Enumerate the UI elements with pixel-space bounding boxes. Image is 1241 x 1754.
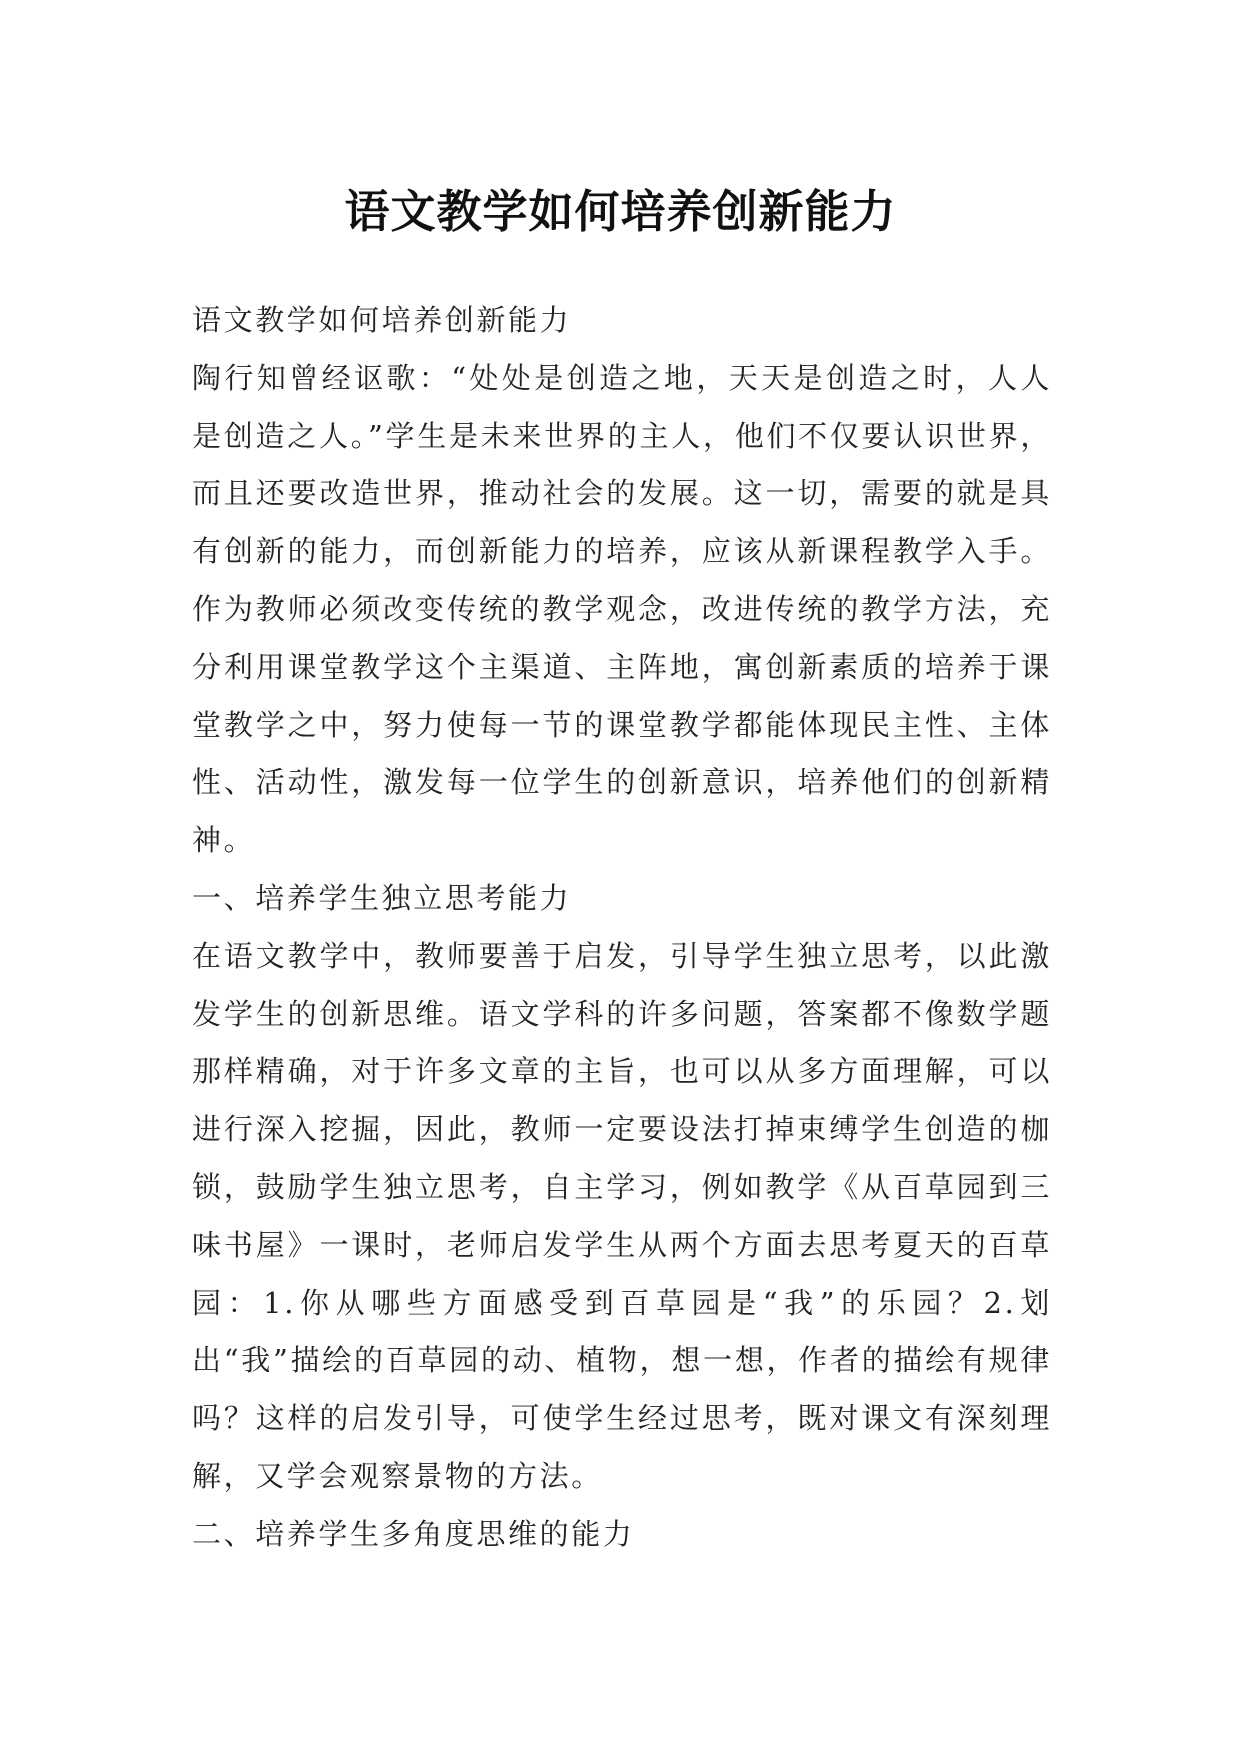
section-heading-2: 二、培养学生多角度思维的能力 <box>192 1516 635 1551</box>
subtitle-paragraph: 语文教学如何培养创新能力 <box>192 303 572 337</box>
document-body <box>192 292 1052 1564</box>
section-heading-1: 一、培养学生独立思考能力 <box>192 880 572 915</box>
document-title: 语文教学如何培养创新能力 <box>344 185 897 239</box>
section-1-paragraph: 在语文教学中，教师要善于启发，引导学生独立思考，以此激发学生的创新思维。语文学科的许多问题，答案都不像数学题那样精确，对于许多文章的主旨，也可以从多方面理解，可以进行深入挖掘，因此，教师一定要设法打掉束缚学生创造的枷锁，鼓励学生独立思考，自主学习，例如教学《从百草园到三味书屋》一课时，老师启发学生从两个方面去思考夏天的百草园：1.你从哪些方面感受到百草园是“我”的乐园？2.划出“我”描绘的百草园的动、植物，想一想，作者的描绘有规律吗？这样的启发引导，可使学生经过思考，既对课文有深刻理解，又学会观察景物的方法。 <box>192 938 1052 1493</box>
intro-paragraph: 陶行知曾经讴歌：“处处是创造之地，天天是创造之时，人人是创造之人。”学生是未来世界的主人，他们不仅要认识世界，而且还要改造世界，推动社会的发展。这一切，需要的就是具有创新的能力，而创新能力的培养，应该从新课程教学入手。作为教师必须改变传统的教学观念，改进传统的教学方法，充分利用课堂教学这个主渠道、主阵地，寓创新素质的培养于课堂教学之中，努力使每一节的课堂教学都能体现民主性、主体性、活动性，激发每一位学生的创新意识，培养他们的创新精神。 <box>192 360 1052 858</box>
